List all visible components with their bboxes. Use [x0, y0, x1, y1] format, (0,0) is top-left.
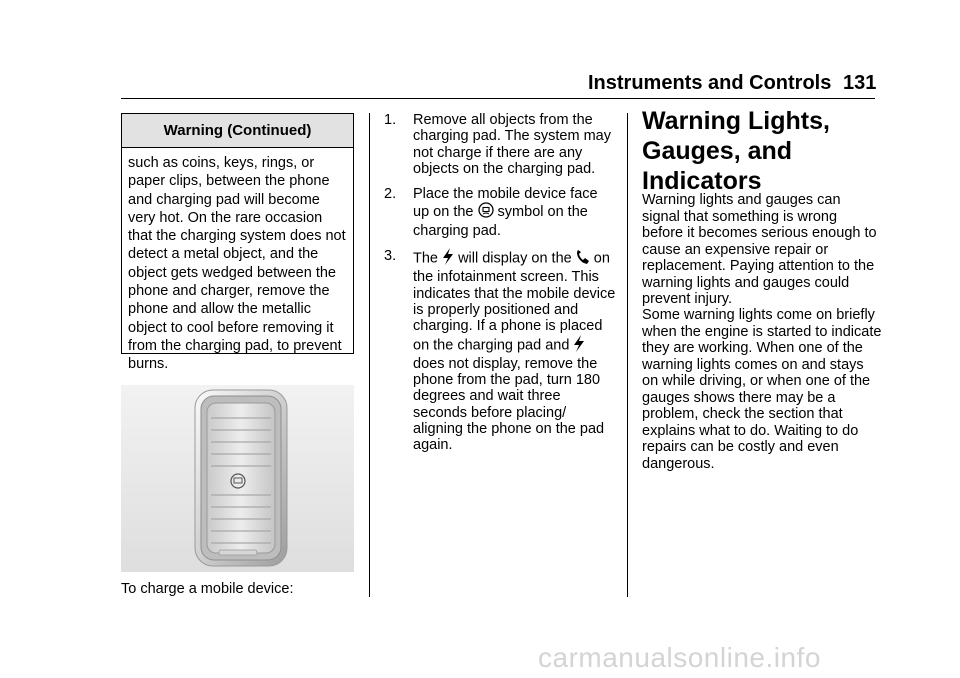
list-item-text: symbol on the charging pad. — [413, 204, 588, 239]
list-item — [384, 112, 616, 177]
lightning-bolt-icon — [442, 248, 454, 269]
paragraph: Some warning lights come on briefly when the engine is started to indicate they are working. When one of the warning lights comes on and stays on while driving, or when one of the gauges shows there may be a problem, check the section that explains what to do. Waiting to do repairs can be costly and even dangerous. — [642, 307, 882, 472]
list-item-text: does not display, remove the phone from the pad, turn 180 degrees and wait three seconds before placing/ aligning the phone on the pad again. — [413, 355, 605, 454]
phone-icon — [576, 249, 590, 269]
column-divider-right — [627, 113, 628, 597]
list-item-text: will display on the — [458, 250, 572, 267]
section-header-title: Instruments and Controls — [588, 72, 832, 94]
list-number: 3. — [384, 248, 397, 265]
list-number: 2. — [384, 186, 397, 203]
paragraph: Warning lights and gauges can signal that something is wrong before it becomes serious enough to cause an expensive repair or replacement. Paying attention to the warning lights and gauges could prevent injury. — [642, 192, 877, 307]
lightning-bolt-icon — [573, 335, 585, 356]
warning-body: such as coins, keys, rings, or paper clips, between the phone and charging pad will become very hot. On the rare occasion that the charging system does not detect a metal object, and the object gets wedged between the phone and charger, remove the phone and allow the metallic object to cool before removing it from the charging pad, to prevent burns. — [128, 155, 346, 373]
list-item-text: on the infotainment screen. This indicates that the mobile device is properly positioned and charging. If a phone is placed on the charging pad and — [413, 250, 616, 354]
list-item-text: The — [413, 250, 438, 267]
list-item-text: Place the mobile device face up on the — [413, 186, 598, 221]
list-item-text: Remove all objects from the charging pad. The system may not charge if there are any objects on the charging pad. — [413, 112, 611, 177]
header-divider — [121, 98, 875, 99]
list-number: 1. — [384, 112, 397, 128]
page-number: 131 — [843, 72, 877, 94]
figure-caption: To charge a mobile device: — [121, 581, 294, 597]
watermark: carmanualsonline.info — [538, 642, 821, 673]
charging-pad-illustration — [121, 385, 354, 572]
section-title: Warning Lights, Gauges, and Indicators — [642, 107, 830, 195]
list-item — [384, 248, 616, 454]
warning-box — [121, 113, 354, 373]
list-item — [384, 186, 616, 239]
charging-steps-list — [384, 112, 616, 463]
wireless-charging-symbol-icon — [478, 202, 494, 222]
warning-title: Warning (Continued) — [122, 114, 353, 148]
column-divider-left — [369, 113, 370, 597]
